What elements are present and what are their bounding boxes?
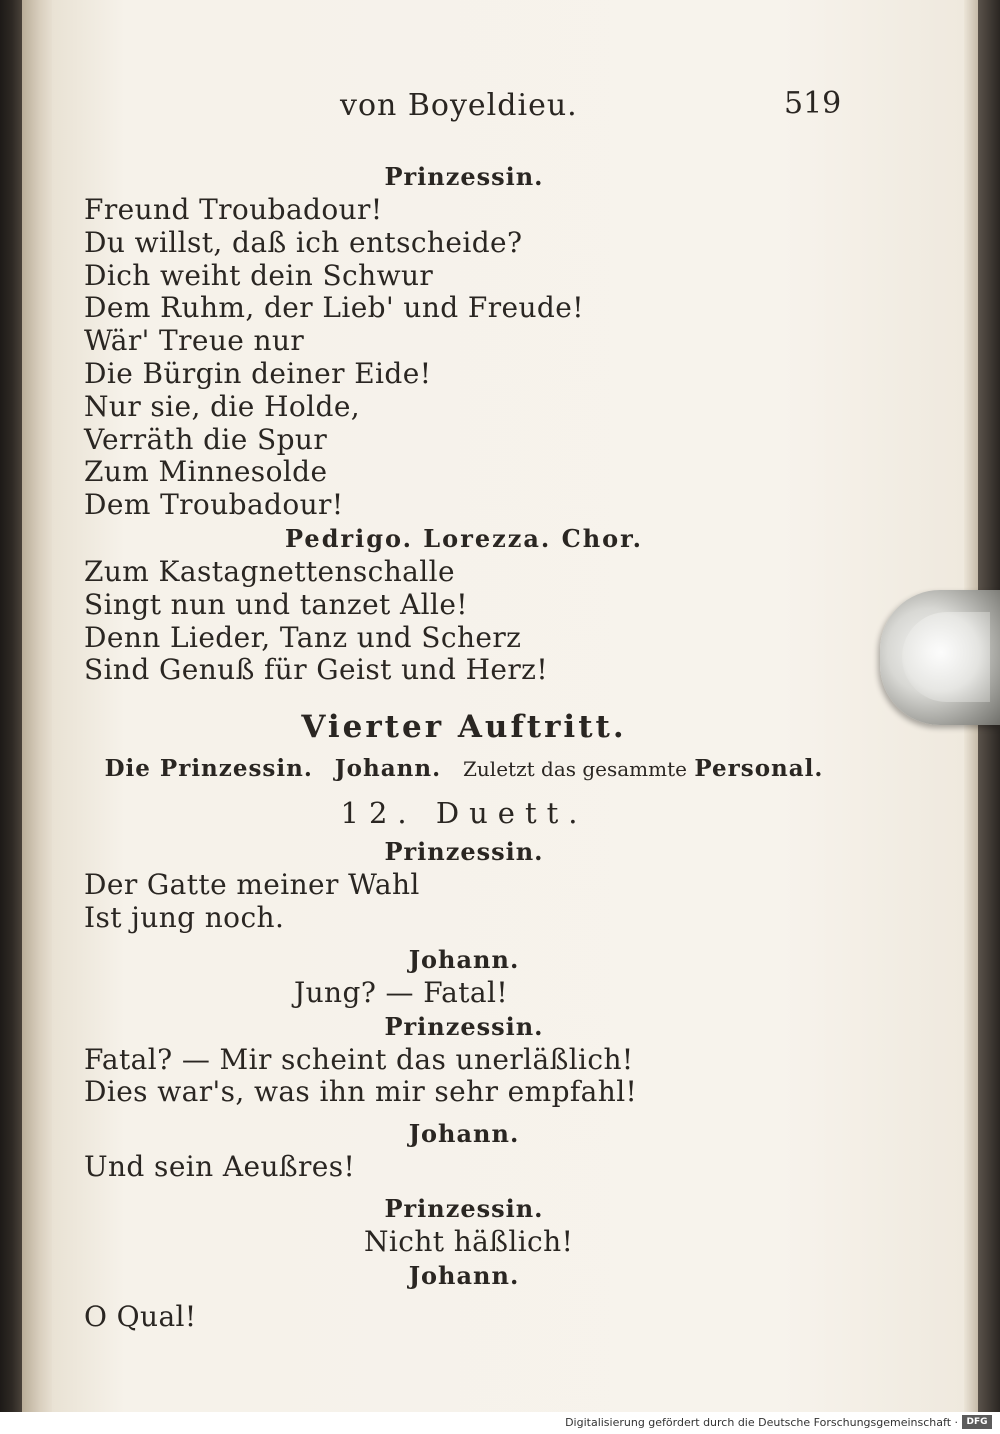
speaker-label: Johann. (408, 1119, 520, 1149)
cast-member: Die Prinzessin. (104, 755, 313, 783)
page-number: 519 (784, 86, 842, 121)
dfg-logo-icon: DFG (962, 1415, 992, 1429)
verse-line: Denn Lieder, Tanz und Scherz (84, 620, 522, 654)
speaker-label: Prinzessin. (384, 1011, 544, 1041)
page-holder-clip-highlight (902, 612, 990, 702)
verse-line: Dies war's, was ihn mir sehr empfahl! (84, 1075, 638, 1109)
verse-line: Ist jung noch. (84, 900, 285, 934)
verse-line: Und sein Aeußres! (84, 1150, 356, 1184)
cast-list (84, 751, 844, 787)
cast-note: Zuletzt das gesammte (463, 757, 687, 782)
cast-member: Personal. (694, 755, 824, 783)
verse-line: Nicht häßlich! (364, 1224, 574, 1258)
verse-line: Freund Troubadour! (84, 193, 383, 226)
verse-line: Verräth die Spur (84, 422, 328, 456)
speaker-label: Prinzessin. (384, 162, 544, 191)
verse-line: Dem Ruhm, der Lieb' und Freude! (84, 291, 584, 325)
page-content (84, 160, 844, 1334)
musical-number-title: 12. Duett. (340, 796, 588, 831)
verse-line: Dich weiht dein Schwur (84, 258, 434, 292)
speaker-label: Prinzessin. (384, 1193, 544, 1223)
scene-heading: Vierter Auftritt. (301, 709, 627, 746)
verse-line: Sind Genuß für Geist und Herz! (84, 653, 548, 687)
funding-notice: Digitalisierung gefördert durch die Deutsche Forschungsgemeinschaft · (565, 1416, 958, 1429)
verse-line: Zum Kastagnettenschalle (84, 554, 455, 588)
page-gutter (22, 0, 52, 1412)
speaker-label: Johann. (408, 1260, 520, 1290)
speaker-label: Prinzessin. (384, 837, 544, 867)
verse-line: Zum Minnesolde (84, 455, 328, 489)
verse-line: O Qual! (84, 1299, 197, 1333)
verse-line: Nur sie, die Holde, (84, 389, 361, 423)
speaker-label: Johann. (408, 944, 520, 974)
verse-line: Die Bürgin deiner Eide! (84, 356, 432, 390)
speaker-label: Pedrigo. Lorezza. Chor. (285, 523, 643, 553)
cast-member: Johann. (334, 755, 442, 783)
verse-line: Wär' Treue nur (84, 324, 305, 358)
verse-line: Fatal? — Mir scheint das unerläßlich! (84, 1042, 634, 1076)
scan-edge-left (0, 0, 22, 1412)
verse-line: Jung? — Fatal! (294, 975, 509, 1009)
verse-line: Dem Troubadour! (84, 488, 344, 522)
verse-line: Der Gatte meiner Wahl (84, 868, 420, 902)
verse-line: Du willst, daß ich entscheide? (84, 225, 523, 259)
running-header: von Boyeldieu. (340, 88, 578, 123)
verse-line: Singt nun und tanzet Alle! (84, 587, 468, 621)
